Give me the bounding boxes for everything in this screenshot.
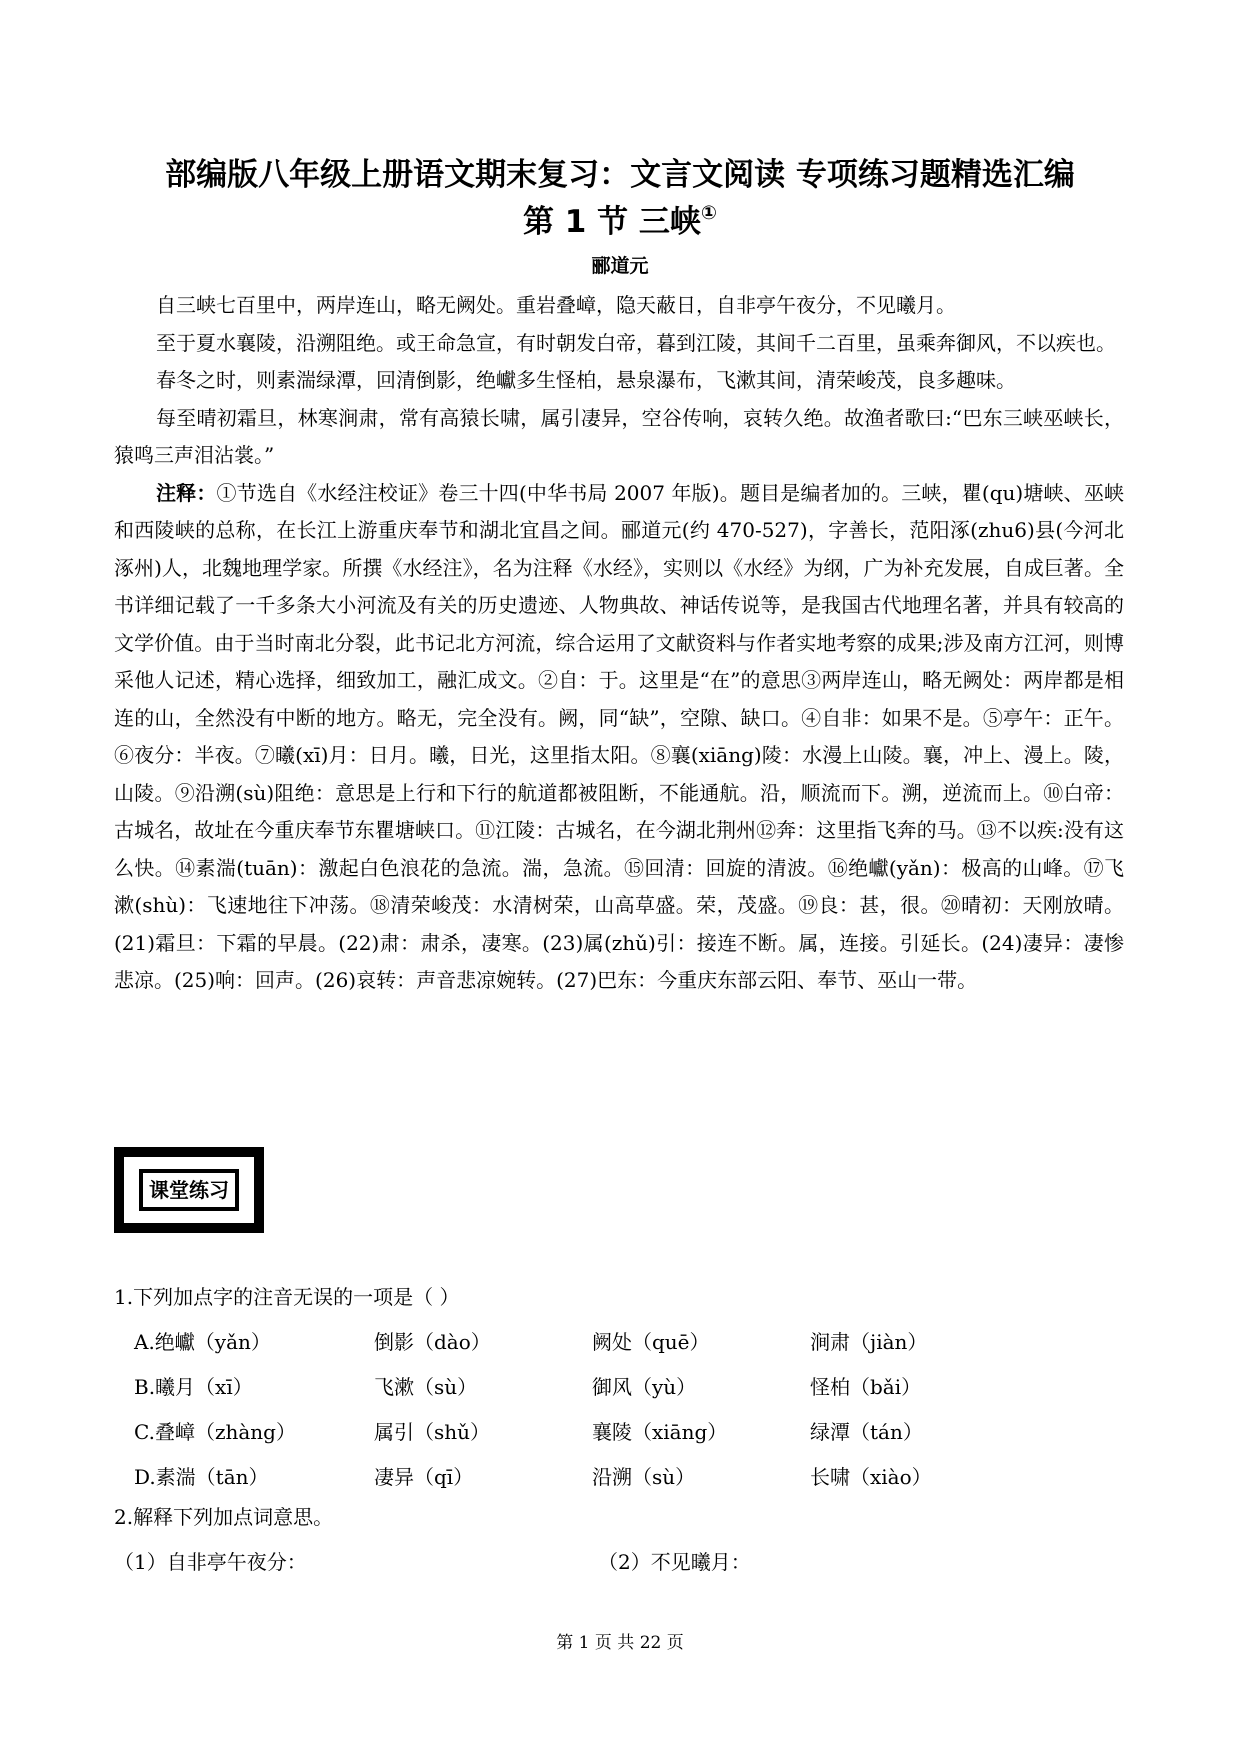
option-d-3: 沿溯（sù） xyxy=(592,1465,696,1489)
question-2-sub-2: （2）不见曦月： xyxy=(598,1550,751,1574)
document-title: 部编版八年级上册语文期末复习：文言文阅读 专项练习题精选汇编 xyxy=(165,157,1075,193)
option-b-2: 飞漱（sù） xyxy=(374,1375,478,1399)
question-2-prompt: 2.解释下列加点词意思。 xyxy=(114,1505,334,1529)
option-b-1: B.曦月（xī） xyxy=(134,1375,253,1399)
option-d-1: D.素湍（tān） xyxy=(134,1465,269,1489)
option-a-4: 涧肃（jiàn） xyxy=(810,1330,928,1354)
section-badge xyxy=(114,1147,264,1233)
option-c-1: C.叠嶂（zhàng） xyxy=(134,1420,296,1444)
section-title xyxy=(0,193,1240,242)
option-c-2: 属引（shǔ） xyxy=(374,1420,491,1444)
option-a-2: 倒影（dào） xyxy=(374,1330,491,1354)
page-footer: 第 1 页 共 22 页 xyxy=(556,1633,684,1653)
section-badge-label: 课堂练习 xyxy=(143,1173,235,1207)
notes-text: ①节选自《水经注校证》卷三十四(中华书局 2007 年版)。题目是编者加的。三峡，瞿(qu)塘峡、巫峡和西陵峡的总称，在长江上游重庆奉节和湖北宜昌之间。郦道元(约 470-527)，字善长，范阳涿(zhu6)县(今河北涿州)人，北魏地理学家。所撰《水经注》，名为注释《水经》，实则以《水经》为纲，广为补充发展，自成巨著。全书详细记载了一千多条大小河流及有关的历史遗迹、人物典故、神话传说等，是我国古代地理名著，并具有较高的文学价值。由于当时南北分裂，此书记北方河流，综合运用了文献资料与作者实地考察的成果;涉及南方江河，则博采他人记述，精心选择，细致加工，融汇成文。②自：于。这里是“在”的意思③两岸连山，略无阙处：两岸都是相连的山，全然没有中断的地方。略无，完全没有。阙，同“缺”，空隙、缺口。④自非：如果不是。⑤亭午：正午。⑥夜分：半夜。⑦曦(xī)月：日月。曦，日光，这里指太阳。⑧襄(xiāng)陵：水漫上山陵。襄，冲上、漫上。陵，山陵。⑨沿溯(sù)阻绝：意思是上行和下行的航道都被阻断，不能通航。沿，顺流而下。溯，逆流而上。⑩白帝：古城名，故址在今重庆奉节东瞿塘峡口。⑪江陵：古城名，在今湖北荆州⑫奔：这里指飞奔的马。⑬不以疾:没有这么快。⑭素湍(tuān)：激起白色浪花的急流。湍，急流。⑮回清：回旋的清波。⑯绝巘(yǎn)：极高的山峰。⑰飞漱(shù)：飞速地往下冲荡。⑱清荣峻茂：水清树荣，山高草盛。荣，茂盛。⑲良：甚，很。⑳晴初：天刚放晴。(21)霜旦：下霜的早晨。(22)肃：肃杀，凄寒。(23)属(zhǔ)引：接连不断。属，连接。引延长。(24)凄异：凄惨悲凉。(25)响：回声。(26)哀转：声音悲凉婉转。(27)巴东：今重庆东部云阳、奉节、巫山一带。 xyxy=(114,480,1125,992)
notes-label: 注释： xyxy=(156,480,217,505)
option-d-2: 凄异（qī） xyxy=(374,1465,474,1489)
option-b-3: 御风（yù） xyxy=(592,1375,697,1399)
option-c-3: 襄陵（xiāng） xyxy=(592,1420,728,1444)
option-b-4: 怪柏（bǎi） xyxy=(810,1375,922,1399)
section-title-text: 第 1 节 三峡 xyxy=(522,204,701,240)
footnote-marker: ① xyxy=(700,202,718,224)
article-body xyxy=(114,287,1124,1000)
option-a-1: A.绝巘（yǎn） xyxy=(134,1330,271,1354)
question-1-prompt: 1.下列加点字的注音无误的一项是（ ） xyxy=(114,1285,460,1309)
paragraph-4: 每至晴初霜旦，林寒涧肃，常有高猿长啸，属引凄异，空谷传响，哀转久绝。故渔者歌曰:“巴东三峡巫峡长，猿鸣三声泪沾裳。” xyxy=(114,405,1124,467)
notes-paragraph xyxy=(114,475,1124,1000)
paragraph-1: 自三峡七百里中，两岸连山，略无阙处。重岩叠嶂，隐天蔽日，自非亭午夜分，不见曦月。 xyxy=(156,293,956,317)
option-d-4: 长啸（xiào） xyxy=(810,1465,932,1489)
paragraph-3: 春冬之时，则素湍绿潭，回清倒影，绝巘多生怪柏，悬泉瀑布，飞漱其间，清荣峻茂，良多趣味。 xyxy=(156,368,1016,392)
author-name: 郦道元 xyxy=(591,255,649,277)
paragraph-2: 至于夏水襄陵，沿溯阻绝。或王命急宣，有时朝发白帝，暮到江陵，其间千二百里，虽乘奔御风，不以疾也。 xyxy=(156,330,1116,355)
option-a-3: 阙处（quē） xyxy=(592,1330,710,1354)
question-2-sub-1: （1）自非亭午夜分： xyxy=(114,1550,307,1574)
option-c-4: 绿潭（tán） xyxy=(810,1420,923,1444)
